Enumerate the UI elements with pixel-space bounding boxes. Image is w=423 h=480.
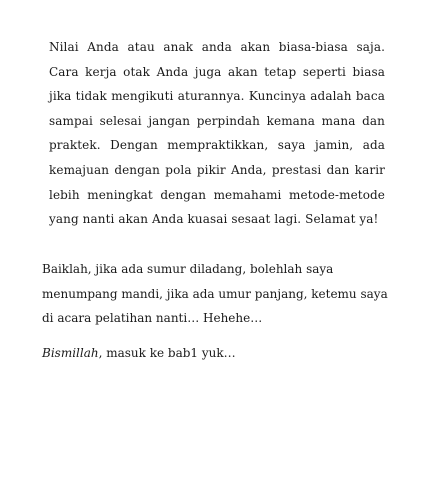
paragraph-next-chapter — [42, 341, 392, 366]
paragraph-closing — [42, 257, 392, 331]
paragraph-intro: Nilai Anda atau anak anda akan biasa-biasa saja. Cara kerja otak Anda juga akan tetap seperti biasa jika tidak mengikuti aturannya. Kuncinya adalah baca sampai selesai jangan perpindah kemana mana dan praktek. Dengan mempraktikkan, saya jamin, ada kemajuan dengan pola pikir Anda, prestasi dan karir lebih meningkat dengan memahami metode-metode yang nanti akan Anda kuasai sesaat lagi. Selamat ya! — [49, 40, 385, 227]
bismillah-word: Bismillah — [42, 346, 99, 360]
closing-line-1: Baiklah, jika ada sumur diladang, bolehlah saya — [42, 262, 334, 276]
next-chapter-text: , masuk ke bab1 yuk… — [98, 346, 236, 360]
closing-line-2: menumpang mandi, jika ada umur panjang, ketemu saya — [42, 286, 388, 301]
closing-line-3: di acara pelatihan nanti… Hehehe… — [42, 311, 263, 326]
